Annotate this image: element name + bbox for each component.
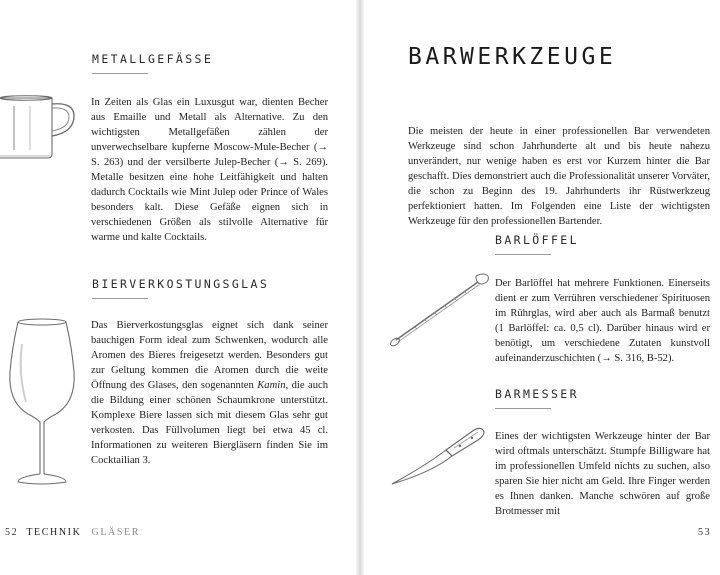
left-footer (5, 527, 140, 538)
metal-cup-illustration (0, 92, 80, 164)
spoon-heading-rule (495, 254, 551, 255)
footer-section: TECHNIK (26, 527, 82, 538)
right-page-number: 53 (698, 527, 712, 538)
knife-heading: BARMESSER (495, 387, 579, 401)
left-page-number: 52 (5, 527, 19, 538)
intro-body: Die meisten der heute in einer professionellen Bar verwendeten Werkzeuge sind schon Jahrhunderte alt und bis heute nahezu unverändert, nur wenige haben es erst vor Kurzem hinter die Bar geschafft. Dies demonstriert auch die Professionalität unserer Vorväter, die schon zu Beginn des 19. Jahrhunderts ihr Rüstwerkzeug perfektioniert hatten. Im Folgenden eine Liste der wichtigsten Werkzeuge für den professionellen Bartender. (408, 126, 710, 227)
right-footer (698, 527, 711, 538)
knife-heading-rule (495, 408, 551, 409)
bar-knife-illustration (388, 420, 488, 490)
spoon-heading: BARLÖFFEL (495, 233, 579, 247)
metal-heading-rule (92, 73, 148, 74)
metal-body: In Zeiten als Glas ein Luxusgut war, dienten Becher aus Emaille und Metall als Alternative. Zu den wichtigsten Metallgefäßen zählen der unverwechselbare kupferne Moscow-Mule-Becher (→ S. 263) und der versilberte Julep-Becher (→ S. 269). Metalle besitzen eine hohe Leitfähigkeit und halten dadurch Cocktails wie Mint Julep oder Prince of Wales besonders kalt. Diese Gefäße eignen sich in verschiedenen Größen als stilvolle Alternative für warme und kalte Cocktails. (91, 97, 328, 243)
beer-glass-illustration (4, 314, 84, 494)
beer-body-italic: Kamin (257, 380, 286, 391)
beer-body-text-2: , die auch die Bildung einer schönen Schaumkrone unterstützt. Komplexe Biere lassen sich mit diesem Glas sehr gut verkosten. Das Füllvolumen liegt bei etwa 45 cl. Informationen zu weiteren Biergläsern finden Sie im Cocktailian 3. (91, 380, 328, 466)
bar-spoon-illustration (384, 268, 494, 358)
spoon-body: Der Barlöffel hat mehrere Funktionen. Einerseits dient er zum Verrühren verschiedener Spirituosen im Rührglas, wird aber auch als Barmaß benutzt (1 Barlöffel: ca. 0,5 cl). Darüber hinaus wird er benötigt, um verschiedene Zutaten kunstvoll aufeinanderzuschichten (→ S. 316, B-52). (495, 278, 710, 364)
beer-heading: BIERVERKOSTUNGSGLAS (92, 277, 270, 291)
beer-body-text-1: Das Bierverkostungsglas eignet sich dank seiner bauchigen Form ideal zum Schwenken, wodurch alle Aromen des Bieres freigesetzt werden. Besonders gut zur Geltung kommen die Aromen durch die weite Öffnung des Glases, den sogenannten (91, 320, 328, 391)
beer-body (91, 318, 328, 468)
knife-body: Eines der wichtigsten Werkzeuge hinter der Bar wird oftmals unterschätzt. Stumpfe Billigware hat im professionellen Umfeld nichts zu suchen, also sparen Sie hier nicht am Geld. Ihre Finger werden es Ihnen danken. Manche schwören auf große Brotmesser mit (495, 431, 710, 517)
beer-heading-rule (92, 298, 148, 299)
footer-subsection: GLÄSER (91, 527, 141, 538)
page-title: BARWERKZEUGE (408, 44, 617, 70)
metal-heading: METALLGEFÄSSE (92, 52, 214, 66)
book-gutter (356, 0, 364, 575)
